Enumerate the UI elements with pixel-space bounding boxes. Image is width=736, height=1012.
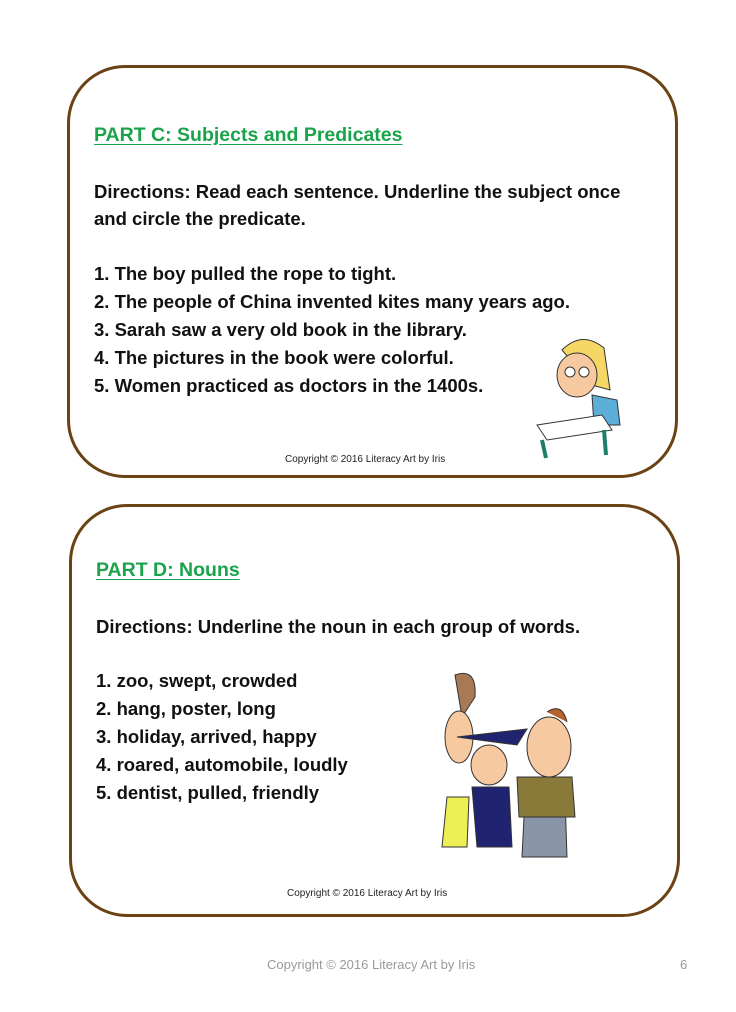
- list-item: 2. hang, poster, long: [96, 698, 276, 719]
- part-d-card: [69, 504, 680, 917]
- part-d-copyright: Copyright © 2016 Literacy Art by Iris: [287, 888, 448, 899]
- family-graduation-illustration: [417, 667, 592, 862]
- list-item: 3. holiday, arrived, happy: [96, 726, 317, 747]
- list-item: 5. dentist, pulled, friendly: [96, 782, 320, 803]
- part-d-title: PART D: Nouns: [96, 559, 240, 581]
- part-c-title: PART C: Subjects and Predicates: [94, 124, 403, 146]
- list-item: 3. Sarah saw a very old book in the library.: [94, 319, 467, 340]
- part-d-word-list: [96, 667, 348, 807]
- part-c-directions: Directions: Read each sentence. Underline the subject once and circle the predicate.: [94, 181, 621, 229]
- part-c-copyright: Copyright © 2016 Literacy Art by Iris: [285, 454, 446, 465]
- list-item: 5. Women practiced as doctors in the 1400s.: [94, 375, 484, 396]
- page-number: 6: [680, 957, 688, 972]
- footer-copyright: Copyright © 2016 Literacy Art by Iris: [267, 957, 476, 972]
- list-item: 1. The boy pulled the rope to tight.: [94, 263, 397, 284]
- list-item: 4. roared, automobile, loudly: [96, 754, 348, 775]
- part-c-sentence-list: [94, 260, 570, 400]
- list-item: 1. zoo, swept, crowded: [96, 670, 298, 691]
- part-d-directions: Directions: Underline the noun in each group of words.: [96, 616, 581, 637]
- part-c-card: [67, 65, 678, 478]
- student-at-desk-illustration: [532, 330, 627, 460]
- list-item: 4. The pictures in the book were colorful.: [94, 347, 454, 368]
- list-item: 2. The people of China invented kites many years ago.: [94, 291, 570, 312]
